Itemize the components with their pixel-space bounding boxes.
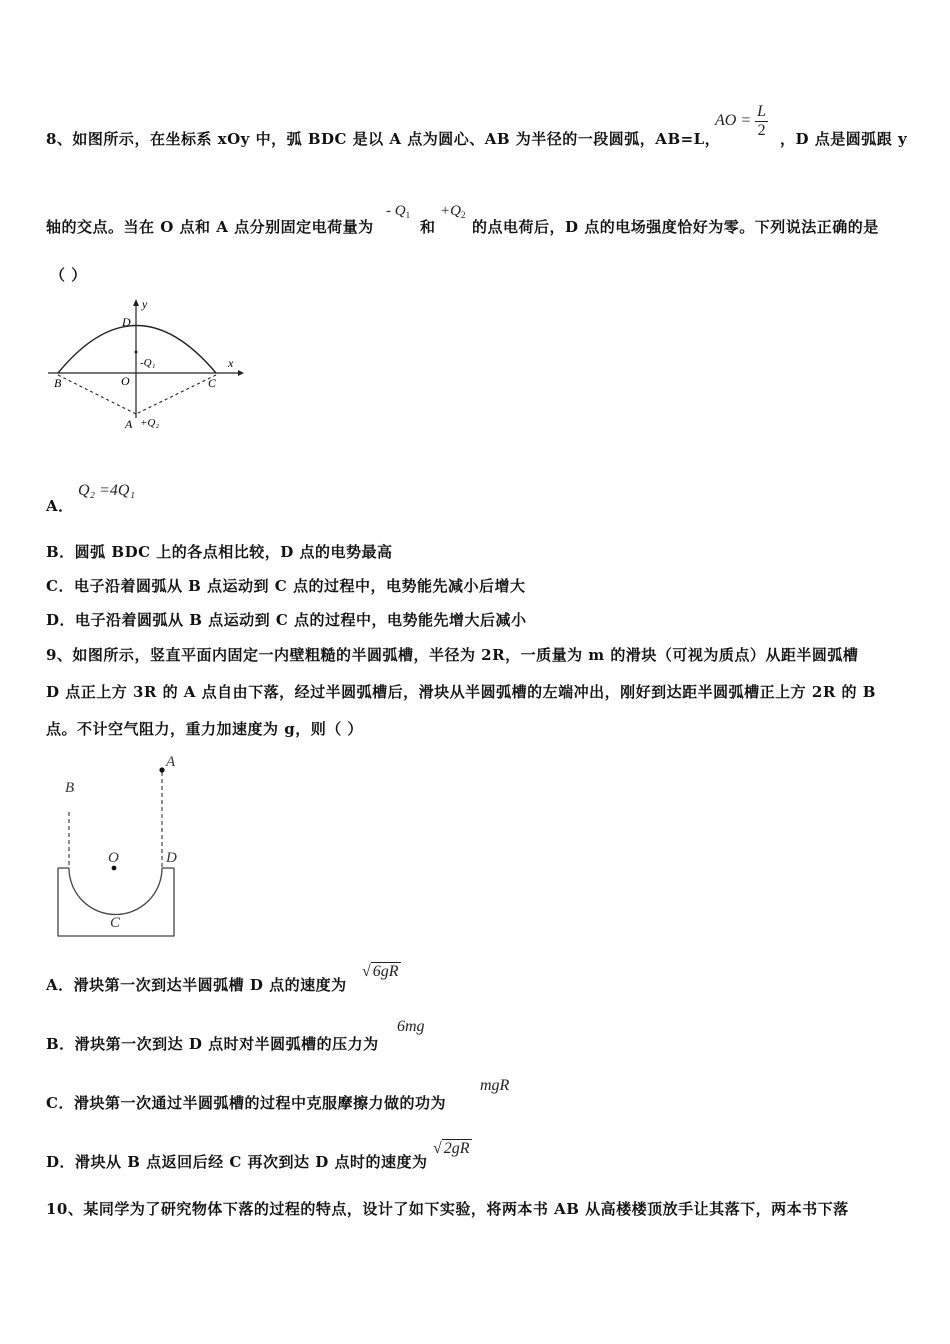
q8-label-d: D [122, 315, 131, 329]
q8-pos-q2-symbol: +Q [440, 203, 461, 219]
q9-option-a-text: A．滑块第一次到达半圆弧槽 D 点的速度为 [46, 976, 347, 994]
q9-line2: D 点正上方 3R 的 A 点自由下落，经过半圆弧槽后，滑块从半圆弧槽的左端冲出，刚好到达距半圆弧槽正上方 2R 的 B [46, 683, 876, 701]
q9-line3: 点。不计空气阻力，重力加速度为 g，则（ ） [46, 720, 363, 738]
q8-label-a: A [125, 417, 133, 431]
q9-line1: 9、如图所示，竖直平面内固定一内壁粗糙的半圆弧槽，半径为 2R，一质量为 m 的滑块（可视为质点）从距半圆弧槽 [46, 646, 859, 664]
q8-label-c: C [208, 376, 217, 390]
q8-line2-part1: 轴的交点。当在 O 点和 A 点分别固定电荷量为 [46, 218, 374, 236]
q8-figure [44, 296, 244, 436]
q9-option-c-math: mgR [480, 1077, 510, 1094]
q9-label-a: A [166, 754, 176, 770]
q9-option-a-math: √ 6gR [362, 963, 399, 980]
q8-ao-lhs: AO = [715, 112, 752, 130]
q9-label-o: O [108, 850, 119, 866]
q8-x-arrow [238, 370, 244, 376]
q8-pos-q2 [440, 203, 465, 220]
q9-option-b-text: B．滑块第一次到达 D 点时对半圆弧槽的压力为 [46, 1035, 379, 1053]
q9-option-d-radicand: 2gR [443, 1140, 470, 1157]
q8-ao-numerator: L [757, 103, 767, 120]
q8-ao-equation [715, 103, 768, 140]
q8-dashed-ac [136, 375, 216, 414]
q9-option-c-text: C．滑块第一次通过半圆弧槽的过程中克服摩擦力做的功为 [46, 1094, 446, 1112]
q8-y-arrow [133, 299, 139, 306]
q8-neg-q1-symbol: - Q [386, 203, 406, 219]
q8-label-x: x [228, 356, 234, 370]
q9-label-d: D [166, 850, 177, 866]
q8-label-y: y [142, 297, 148, 311]
q10-line1: 10、某同学为了研究物体下落的过程的特点，设计了如下实验，将两本书 AB 从高楼楼顶放手让其落下，两本书下落 [46, 1200, 849, 1218]
q9-point-o [112, 866, 117, 871]
q9-option-d-math: √ 2gR [433, 1140, 470, 1157]
q8-label-pos-q2: +Q₂ [140, 417, 160, 429]
q8-line2-part2: 的点电荷后，D 点的电场强度恰好为零。下列说法正确的是 [472, 218, 879, 236]
q8-option-c: C．电子沿着圆弧从 B 点运动到 C 点的过程中，电势能先减小后增大 [46, 577, 526, 595]
q9-point-a [159, 767, 164, 772]
q8-label-neg-q1: -Q₁ [140, 357, 156, 369]
q8-option-b: B．圆弧 BDC 上的各点相比较，D 点的电势最高 [46, 543, 393, 561]
q8-ao-fraction [755, 103, 768, 140]
q8-answer-bracket: （ ） [50, 266, 87, 284]
q9-option-d-text: D．滑块从 B 点返回后经 C 再次到达 D 点时的速度为 [46, 1153, 428, 1171]
q9-label-b: B [65, 780, 75, 796]
q8-label-o: O [121, 374, 130, 388]
q8-and-word: 和 [420, 218, 436, 236]
q8-pos-q2-subscript: 2 [460, 210, 466, 220]
q9-label-c: C [110, 915, 121, 931]
q8-option-a-math: Q₂ =4Q₁ [78, 482, 136, 499]
q8-point-o-charge [135, 351, 138, 354]
q8-ao-denominator: 2 [757, 122, 766, 139]
q9-option-b-math: 6mg [397, 1018, 425, 1035]
q8-line1-part2: ，D 点是圆弧跟 y [780, 130, 908, 148]
q8-neg-q1-subscript: 1 [405, 210, 411, 220]
q8-option-d: D．电子沿着圆弧从 B 点运动到 C 点的过程中，电势能先增大后减小 [46, 611, 527, 629]
q8-option-a-label: A． [46, 497, 74, 515]
q9-figure [52, 750, 182, 940]
q8-arc-bdc [58, 326, 216, 374]
q8-line1-part1: 8、如图所示，在坐标系 xOy 中，弧 BDC 是以 A 点为圆心、AB 为半径的一段圆弧，AB=L， [46, 130, 721, 148]
q9-option-a-radicand: 6gR [372, 963, 399, 980]
q8-neg-q1 [386, 203, 410, 220]
q8-label-b: B [54, 376, 62, 390]
q9-semicircle-groove [69, 868, 162, 914]
